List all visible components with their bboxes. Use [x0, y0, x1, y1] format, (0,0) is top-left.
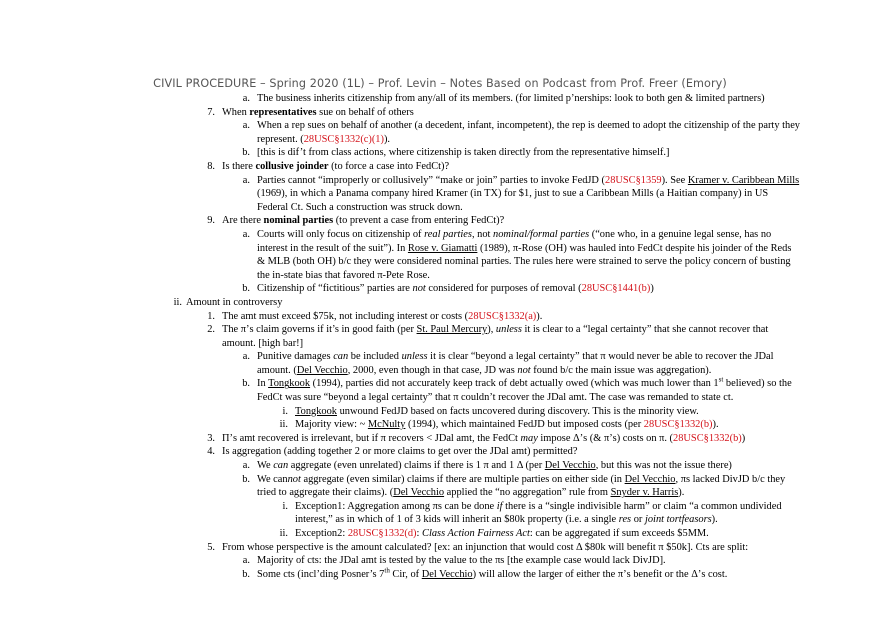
case-name: Tongkook	[268, 378, 311, 390]
statute-citation: 28USC§1332(d)	[347, 528, 417, 539]
note-item: ii. Exception2: 28USC§1332(d): Class Action Fairness Act: can be aggregated if sum exceeds $5MM.	[150, 527, 800, 541]
note-text: Amount in controversy	[186, 296, 283, 308]
statute-citation: 28USC§1332(b)	[643, 419, 713, 431]
list-marker: 3.	[207, 432, 215, 444]
note-text: [this is dif’t from class actions, where citizenship is taken directly from the representative himself.]	[257, 147, 670, 159]
note-item: 3. Π’s amt recovered is irrelevant, but if π recovers < JDal amt, the FedCt may impose Δ’s (& π’s) costs on π. (28USC§1332(b))	[150, 432, 800, 446]
notes-body	[150, 92, 800, 581]
note-item: b. In Tongkook (1994), parties did not accurately keep track of debt actually owed (which was much lower than 1st believed) so the FedCt was sure “beyond a legal certainty” that π couldn’t recover the JDal amt. The case was remanded to state ct.	[150, 377, 800, 404]
note-item	[150, 541, 800, 555]
note-item: b. Citizenship of “fictitious” parties are not considered for purposes of removal (28USC§1441(b))	[150, 282, 800, 296]
note-text: The business inherits citizenship from any/all of its members. (for limited p’nerships: look to both gen & limited partners)	[257, 93, 765, 104]
list-marker: b.	[242, 283, 250, 295]
note-item: 8. Is there collusive joinder (to force a case into FedCt)?	[150, 160, 800, 174]
list-marker: ii.	[279, 528, 288, 539]
list-marker: b.	[242, 378, 250, 390]
list-marker: a.	[242, 120, 250, 132]
case-name: Del Vecchio	[544, 460, 596, 472]
list-marker: b.	[242, 568, 250, 580]
statute-citation: 28USC§1441(b)	[581, 283, 651, 295]
statute-citation: 28USC§1332(b)	[673, 432, 742, 444]
bold-term: representatives	[249, 106, 317, 118]
note-item: i. Tongkook unwound FedJD based on facts uncovered during discovery. This is the minority view.	[150, 405, 800, 419]
note-item: i. Exception1: Aggregation among πs can be done if there is a “single indivisible harm” or claim “a common undivided interest,” as in which of 1 of 3 kids will inherit an $80k property (i.e. a single res or joint tortfeasors).	[150, 500, 800, 527]
note-text: Majority of cts: the JDal amt is tested by the value to the πs [the example case would lack DivJD].	[257, 555, 666, 567]
case-name: Del Vecchio	[393, 487, 445, 499]
list-marker: ii.	[279, 419, 288, 431]
list-marker: i.	[282, 405, 288, 417]
case-name: Del Vecchio	[624, 473, 676, 485]
list-marker: ii.	[173, 296, 182, 308]
list-marker: 4.	[207, 446, 215, 458]
note-item: a. Courts will only focus on citizenship of real parties, not nominal/formal parties (“one who, in a genuine legal sense, has no interest in the result of the suit”). In Rose v. Giamatti (1989), π-Rose (OH) was hauled into FedCt despite his joinder of the Reds & MLB (both OH) b/c they were considered nominal parties. The rules here were strained to serve the policy concern of busting the in-state bias that favored π-Pete Rose.	[150, 228, 800, 282]
list-marker: 9.	[207, 215, 215, 227]
bold-term: collusive joinder	[255, 160, 329, 172]
note-item: 2. The π’s claim governs if it’s in good faith (per St. Paul Mercury), unless it is clear to a “legal certainty” that she cannot recover that amount. [high bar!]	[150, 323, 800, 350]
list-marker: b.	[242, 147, 250, 159]
section-heading	[150, 296, 800, 310]
list-marker: 2.	[207, 324, 215, 336]
note-item	[150, 445, 800, 459]
note-item: 7. When representatives sue on behalf of others	[150, 106, 800, 120]
list-marker: a.	[242, 460, 250, 472]
note-item	[150, 554, 800, 568]
statute-citation: 28USC§1359	[605, 174, 662, 186]
case-name: McNulty	[367, 419, 406, 431]
list-marker: a.	[242, 174, 250, 186]
page-header: CIVIL PROCEDURE – Spring 2020 (1L) – Prof. Levin – Notes Based on Podcast from Prof. Freer (Emory)	[153, 77, 727, 90]
case-name: Del Vecchio	[421, 568, 473, 580]
case-name: Kramer v. Caribbean Mills	[687, 174, 800, 186]
note-item	[150, 146, 800, 160]
note-text: Is aggregation (adding together 2 or more claims to get over the JDal amt) permitted?	[222, 446, 578, 458]
case-name: Del Vecchio	[296, 364, 348, 376]
note-item: 9. Are there nominal parties (to prevent a case from entering FedCt)?	[150, 214, 800, 228]
statute-citation: 28USC§1332(a)	[468, 310, 537, 322]
list-marker: b.	[242, 473, 250, 485]
list-marker: 1.	[207, 310, 215, 322]
note-item: a. When a rep sues on behalf of another (a decedent, infant, incompetent), the rep is deemed to adopt the citizenship of the party they represent. (28USC§1332(c)(1)).	[150, 119, 800, 146]
note-text: From whose perspective is the amount calculated? [ex: an injunction that would cost Δ $80k will benefit π $50k]. Cts are split:	[222, 541, 749, 553]
note-item: b. We cannot aggregate (even similar) claims if there are multiple parties on either side (in Del Vecchio, πs lacked DivJD b/c they tried to aggregate their claims). (Del Vecchio applied the “no aggregation” rule from Snyder v. Harris).	[150, 473, 800, 500]
note-item	[150, 92, 800, 106]
list-marker: a.	[242, 351, 250, 363]
case-name: Tongkook	[295, 405, 337, 417]
list-marker: a.	[242, 555, 250, 567]
list-marker: i.	[282, 500, 288, 512]
note-item: a. We can aggregate (even unrelated) claims if there is 1 π and 1 Δ (per Del Vecchio, but this was not the issue there)	[150, 459, 800, 473]
bold-term: nominal parties	[263, 215, 334, 227]
list-marker: a.	[242, 93, 250, 104]
list-marker: 8.	[207, 160, 215, 172]
note-item: ii. Majority view: ~ McNulty (1994), which maintained FedJD but imposed costs (per 28USC§1332(b)).	[150, 418, 800, 432]
case-name: St. Paul Mercury	[416, 324, 488, 336]
note-item: 1. The amt must exceed $75k, not including interest or costs (28USC§1332(a)).	[150, 310, 800, 324]
note-item: a. Parties cannot “improperly or collusively” “make or join” parties to invoke FedJD (28USC§1359). See Kramer v. Caribbean Mills (1969), in which a Panama company hired Kramer (in TX) for $1, just to sue a Caribbean Mills (a Haitian company) in US Federal Ct. Such a construction was struck down.	[150, 174, 800, 215]
list-marker: 5.	[207, 541, 215, 553]
note-item: a. Punitive damages can be included unless it is clear “beyond a legal certainty” that π would never be able to recover the JDal amount. (Del Vecchio, 2000, even though in that case, JD was not found b/c the main issue was aggregation).	[150, 350, 800, 377]
case-name: Rose v. Giamatti	[407, 242, 478, 254]
case-name: Snyder v. Harris	[610, 487, 679, 499]
statute-citation: 28USC§1332(c)(1)	[303, 133, 384, 145]
note-item: b. Some cts (incl’ding Posner’s 7th Cir, of Del Vecchio) will allow the larger of either the π’s benefit or the Δ’s cost.	[150, 568, 800, 582]
list-marker: a.	[242, 228, 250, 240]
list-marker: 7.	[207, 106, 215, 118]
